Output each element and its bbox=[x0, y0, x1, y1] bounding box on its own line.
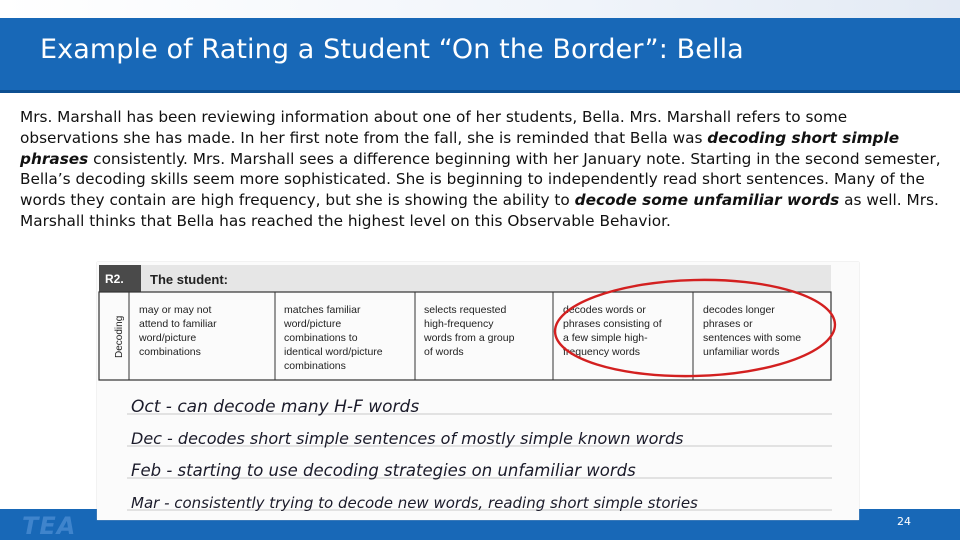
top-strip bbox=[0, 0, 960, 18]
form-header-box bbox=[141, 265, 831, 292]
descriptor-col-3: selects requested high-frequency words from a group of words bbox=[424, 304, 515, 358]
page-number: 24 bbox=[897, 515, 911, 528]
rating-form-svg bbox=[97, 262, 859, 520]
descriptor-col-1: may or may not attend to familiar word/picture combinations bbox=[139, 304, 217, 358]
paragraph-emphasis-2: decode some unfamiliar words bbox=[574, 191, 840, 210]
row-label-decoding: Decoding bbox=[114, 315, 125, 358]
paragraph-emphasis-1: decoding short simple phrases bbox=[20, 128, 900, 168]
descriptor-col-5: decodes longer phrases or sentences with some unfamiliar words bbox=[703, 304, 802, 358]
descriptor-col-2: matches familiar word/picture combinations to identical word/picture combinations bbox=[284, 304, 383, 372]
paragraph-text-1: Mrs. Marshall has been reviewing information about one of her students, Bella. Mrs. Marshall refers to some observations she has made. In her first note from the fall, she is reminded that Bella was bbox=[20, 108, 848, 147]
descriptor-col-4: decodes words or phrases consisting of a few simple high- frequency words bbox=[563, 304, 662, 358]
handwritten-note-dec: Dec - decodes short simple sentences of mostly simple known words bbox=[131, 429, 684, 448]
handwritten-note-oct: Oct - can decode many H-F words bbox=[131, 397, 420, 417]
item-code: R2. bbox=[105, 272, 124, 286]
slide-title: Example of Rating a Student “On the Border”: Bella bbox=[40, 34, 744, 65]
handwritten-note-mar: Mar - consistently trying to decode new words, reading short simple stories bbox=[131, 494, 698, 512]
paragraph-text-3: as well. Mrs. Marshall thinks that Bella has reached the highest level on this Observable Behavior. bbox=[20, 191, 939, 230]
body-paragraph bbox=[20, 107, 942, 232]
form-header: The student: bbox=[150, 272, 228, 287]
handwritten-note-feb: Feb - starting to use decoding strategies on unfamiliar words bbox=[131, 461, 636, 480]
paragraph-text-2: consistently. Mrs. Marshall sees a difference beginning with her January note. Starting in the second semester, Bella’s decoding skills seem more sophisticated. She is beginning to independently read short sentences. Many of the words they contain are high frequency, but she is showing the ability to bbox=[20, 149, 941, 210]
scanned-rating-form bbox=[97, 262, 859, 520]
tea-logo: TEA bbox=[22, 512, 77, 540]
